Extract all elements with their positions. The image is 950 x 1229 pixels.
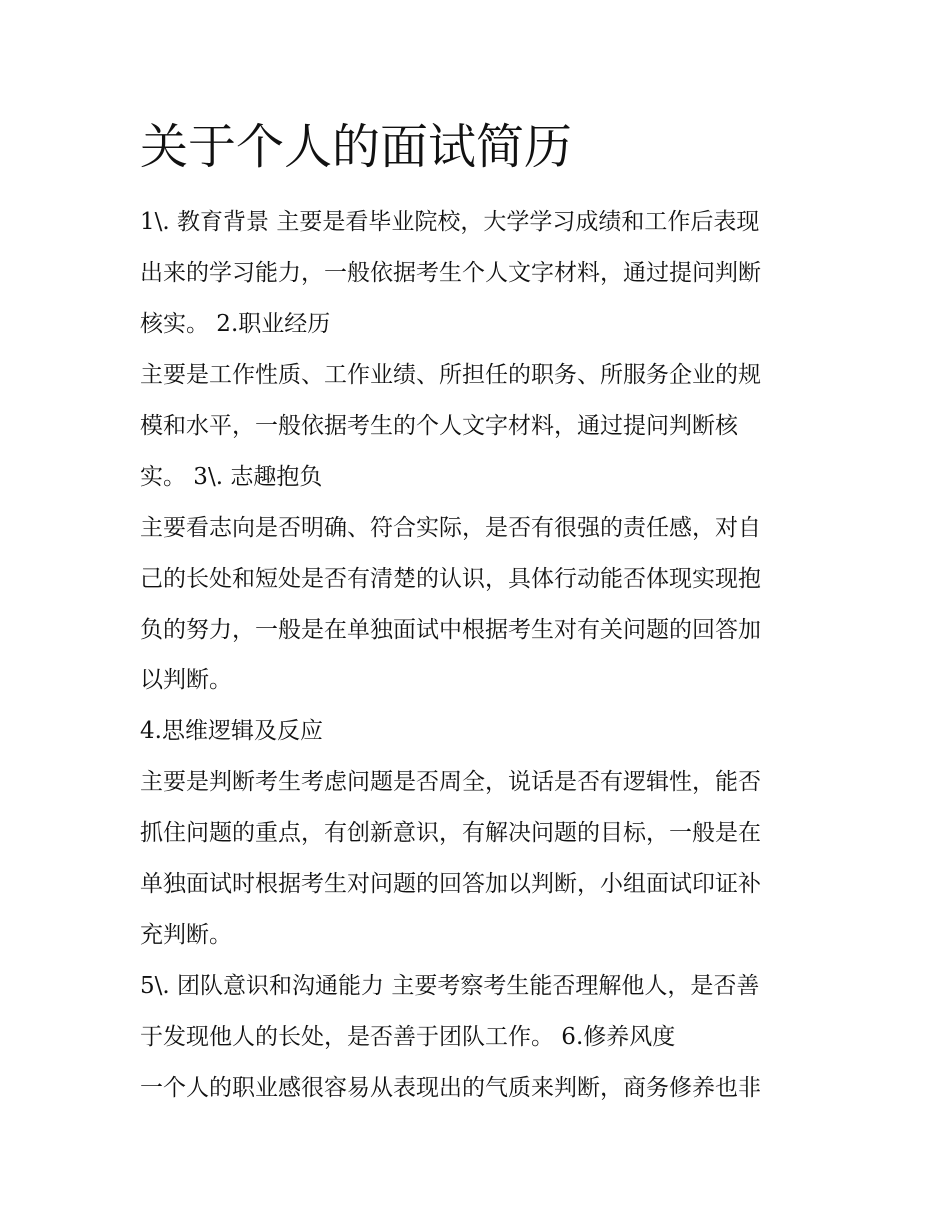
body-line-8: 己的长处和短处是否有清楚的认识，具体行动能否体现实现抱 [140,566,761,592]
body-line-14: 单独面试时根据考生对问题的回答加以判断，小组面试印证补 [140,871,761,897]
body-line-15: 充判断。 [140,922,232,948]
body-line-12: 主要是判断考生考虑问题是否周全，说话是否有逻辑性，能否 [140,769,761,795]
body-line-11: 4.思维逻辑及反应 [140,718,323,744]
body-line-10: 以判断。 [140,667,232,693]
body-line-16: 5\. 团队意识和沟通能力 主要考察考生能否理解他人，是否善 [140,973,760,999]
body-line-18: 一个人的职业感很容易从表现出的气质来判断，商务修养也非 [140,1075,761,1101]
document-title: 关于个人的面试简历 [140,119,573,175]
body-line-3: 核实。 2.职业经历 [140,311,331,337]
body-line-6: 实。 3\. 志趣抱负 [140,464,323,490]
body-line-17: 于发现他人的长处，是否善于团队工作。 6.修养风度 [140,1024,676,1050]
body-line-1: 1\. 教育背景 主要是看毕业院校，大学学习成绩和工作后表现 [140,209,760,235]
body-line-2: 出来的学习能力，一般依据考生个人文字材料，通过提问判断 [140,260,761,286]
body-line-13: 抓住问题的重点，有创新意识，有解决问题的目标，一般是在 [140,820,761,846]
body-line-9: 负的努力，一般是在单独面试中根据考生对有关问题的回答加 [140,617,761,643]
body-line-7: 主要看志向是否明确、符合实际，是否有很强的责任感，对自 [140,515,761,541]
body-line-4: 主要是工作性质、工作业绩、所担任的职务、所服务企业的规 [140,362,761,388]
body-line-5: 模和水平，一般依据考生的个人文字材料，通过提问判断核 [140,413,738,439]
